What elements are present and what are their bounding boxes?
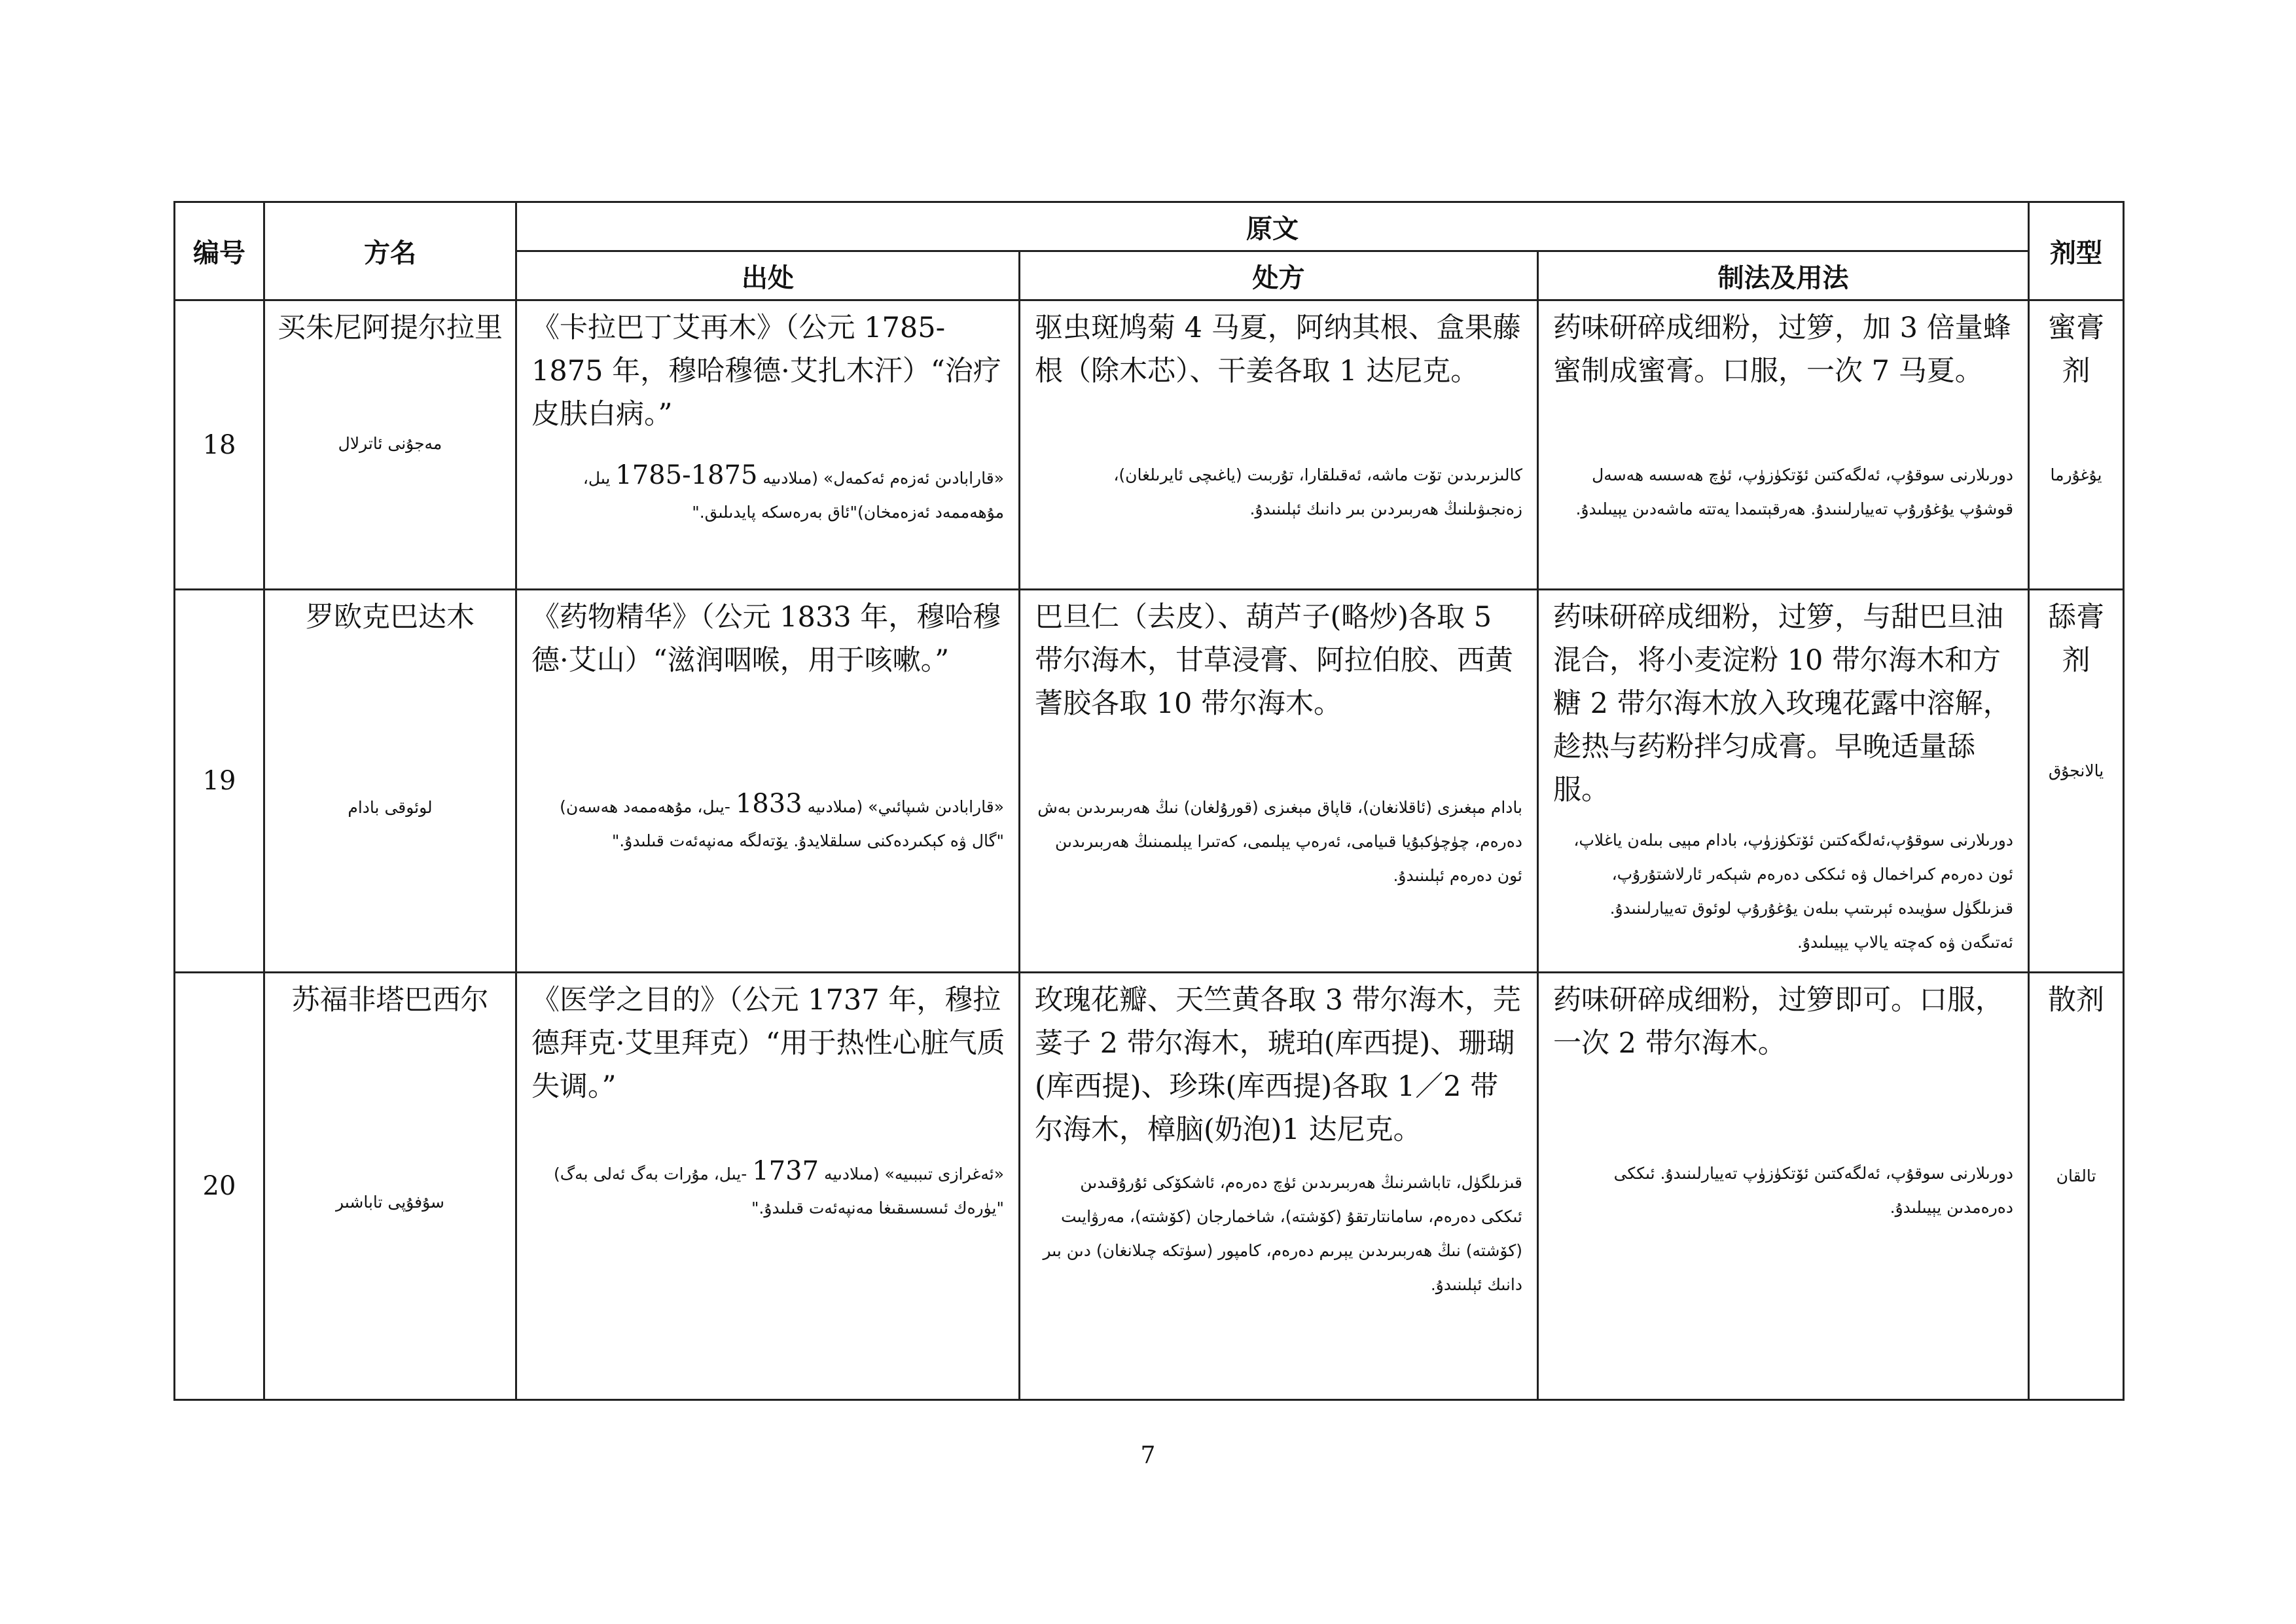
page-number: 7 <box>1140 1442 1156 1469</box>
prescription-cell <box>1020 590 1538 973</box>
form-cell <box>2029 973 2124 1400</box>
form-cell <box>2029 590 2124 973</box>
name-cell <box>264 973 516 1400</box>
name-zh: 买朱尼阿提尔拉里 <box>278 312 503 344</box>
method-cell <box>1538 300 2029 590</box>
source-ug-year: 1833 <box>735 789 802 819</box>
header-dosage-form: 剂型 <box>2029 202 2124 300</box>
table-row <box>175 590 2124 973</box>
name-cell <box>264 590 516 973</box>
method-cell <box>1538 973 2029 1400</box>
method-ug: دورىلارنى سوقۇپ، ئەلگەكتىن ئۆتكۈزۈپ تەييارلىنىدۇ. ئىككى دەرەمدىن يېيىلىدۇ. <box>1613 1164 2014 1217</box>
header-method: 制法及用法 <box>1538 251 2029 300</box>
source-ug <box>517 787 1018 858</box>
form-zh: 蜜膏剂 <box>2048 312 2105 388</box>
form-cell <box>2029 300 2124 590</box>
name-zh: 苏福非塔巴西尔 <box>291 984 489 1017</box>
method-zh: 药味研碎成细粉，过箩，与甜巴旦油混合，将小麦淀粉 10 带尔海木和方糖 2 带尔海木放入玫瑰花露中溶解，趁热与药粉拌匀成膏。早晚适量舔服。 <box>1553 601 2011 806</box>
method-zh: 药味研碎成细粉，过箩即可。口服，一次 2 带尔海木。 <box>1553 984 2003 1060</box>
source-zh: 《药物精华》（公元 1833 年，穆哈穆德·艾山）“滋润咽喉，用于咳嗽。” <box>531 601 1001 677</box>
method-cell <box>1538 590 2029 973</box>
source-ug-text-2: يىل، مۇھەممەد ئەزەمخان)"ئاق بەرەسكە پايدىلىق." <box>583 469 1004 522</box>
source-zh: 《卡拉巴丁艾再木》（公元 1785-1875 年，穆哈穆德·艾扎木汗）“治疗皮肤白病。” <box>531 312 1001 431</box>
table-row <box>175 300 2124 590</box>
form-ug: يالانجۇق <box>2048 761 2104 780</box>
name-zh: 罗欧克巴达木 <box>306 601 475 634</box>
source-cell <box>516 300 1020 590</box>
prescription-cell <box>1020 973 1538 1400</box>
form-ug: تالقان <box>2056 1166 2096 1185</box>
header-number: 编号 <box>175 202 264 300</box>
header-original: 原文 <box>516 202 2029 251</box>
prescription-zh: 驱虫斑鸠菊 4 马夏，阿纳其根、盒果藤根（除木芯）、干姜各取 1 达尼克。 <box>1035 312 1521 388</box>
prescription-ug: كالىزىرىدىن تۆت ماشە، ئەقىلقارا، تۇربىت (ياغىچى ئايرىلغان)، زەنجىۋىلنىڭ ھەربىردىن بىر دانىك ئېلىنىدۇ. <box>1113 465 1522 518</box>
source-ug-year: 1737 <box>752 1156 819 1186</box>
source-ug-year: 1875-1785 <box>615 460 758 490</box>
source-ug-text: «ئەغرازى تىببىيە» (مىلادىيە <box>823 1164 1004 1183</box>
source-ug-text-2: -يىل، مۇرات بەگ ئەلى بەگ) "يۈرەك ئىسسىقىغا مەنپەئەت قىلىدۇ." <box>554 1164 1004 1218</box>
form-zh: 舔膏剂 <box>2048 601 2105 677</box>
prescription-ug: قىزىلگۈل، تاباشىرنىڭ ھەربىرىدىن ئۈچ دەرەم، ئاشكۆكى ئۇرۇقىدىن ئىككى دەرەم، سامانتارتقۇ (كۆشتە)، شاخمارجان (كۆشتە)، مەرۋايىت (كۆشتە) نىڭ ھەربىرىدىن يېرىم دەرەم، كامپور (سۈتكە چىلانغان) دىن بىر دانىك ئېلىنىدۇ. <box>1043 1173 1522 1294</box>
row-number: 18 <box>175 300 264 590</box>
source-ug <box>517 1154 1018 1225</box>
header-source: 出处 <box>516 251 1020 300</box>
row-number: 20 <box>175 973 264 1400</box>
name-cell <box>264 300 516 590</box>
prescription-ug: بادام مېغىزى (ئاقلانغان)، قاپاق مېغىزى (قورۇلغان) نىڭ ھەربىرىدىن بەش دەرەم، چۈچۈكبۇيا قىيامى، ئەرەپ يېلىمى، كەتىرا يېلىمىنىڭ ھەربىرىدىن ئون دەرەم ئېلىنىدۇ. <box>1037 798 1522 885</box>
method-zh: 药味研碎成细粉，过箩，加 3 倍量蜂蜜制成蜜膏。口服，一次 7 马夏。 <box>1553 312 2011 388</box>
method-ug: دورىلارنى سوقۇپ، ئەلگەكتىن ئۆتكۈزۈپ، ئۈچ ھەسسە ھەسەل قوشۇپ يۇغۇرۇپ تەييارلىنىدۇ. ھەرقېتىمدا يەتتە ماشەدىن يېيىلىدۇ. <box>1575 465 2014 518</box>
prescription-zh: 巴旦仁（去皮）、葫芦子(略炒)各取 5 带尔海木，甘草浸膏、阿拉伯胶、西黄蓍胶各取 10 带尔海木。 <box>1035 601 1513 720</box>
name-ug: لوئوقى بادام <box>348 798 433 817</box>
prescription-zh: 玫瑰花瓣、天竺黄各取 3 带尔海木，芫荽子 2 带尔海木，琥珀(库西提)、珊瑚(库西提)、珍珠(库西提)各取 1／2 带尔海木，樟脑(奶泡)1 达尼克。 <box>1035 984 1521 1146</box>
prescription-table <box>173 201 2125 1401</box>
source-ug-text-2: -يىل، مۇھەممەد ھەسەن) "گال ۋە كېكىردەكنى سىلقلايدۇ. يۆتەلگە مەنپەئەت قىلىدۇ." <box>560 797 1004 850</box>
source-ug <box>517 458 1018 530</box>
source-cell <box>516 973 1020 1400</box>
name-ug: سۇفۇپى تاباشىر <box>336 1193 444 1212</box>
name-ug: مەجۇنى ئاترلال <box>338 434 442 453</box>
header-name: 方名 <box>264 202 516 300</box>
form-zh: 散剂 <box>2048 984 2105 1017</box>
source-cell <box>516 590 1020 973</box>
method-ug: دورىلارنى سوقۇپ،ئەلگەكتىن ئۆتكۈزۈپ، بادام مېيى بىلەن ياغلاپ، ئون دەرەم كىراخمال ۋە ئىككى دەرەم شېكەر ئارلاشتۇرۇپ، قىزىلگۈل سۈيىدە ئېرىتىپ بىلەن يۇغۇرۇپ لوئوق تەييارلىنىدۇ. ئەتىگەن ۋە كەچتە يالاپ يېيىلىدۇ. <box>1573 831 2014 952</box>
source-ug-text: «قارابادىن شىپائىي» (مىلادىيە <box>807 797 1004 816</box>
form-ug: يۇغۇرما <box>2050 465 2102 484</box>
source-zh: 《医学之目的》（公元 1737 年，穆拉德拜克·艾里拜克）“用于热性心脏气质失调。” <box>531 984 1005 1103</box>
header-prescription: 处方 <box>1020 251 1538 300</box>
prescription-cell <box>1020 300 1538 590</box>
source-ug-text: «قارابادىن ئەزەم ئەكمەل» (مىلادىيە <box>762 469 1004 488</box>
table-row <box>175 973 2124 1400</box>
row-number: 19 <box>175 590 264 973</box>
